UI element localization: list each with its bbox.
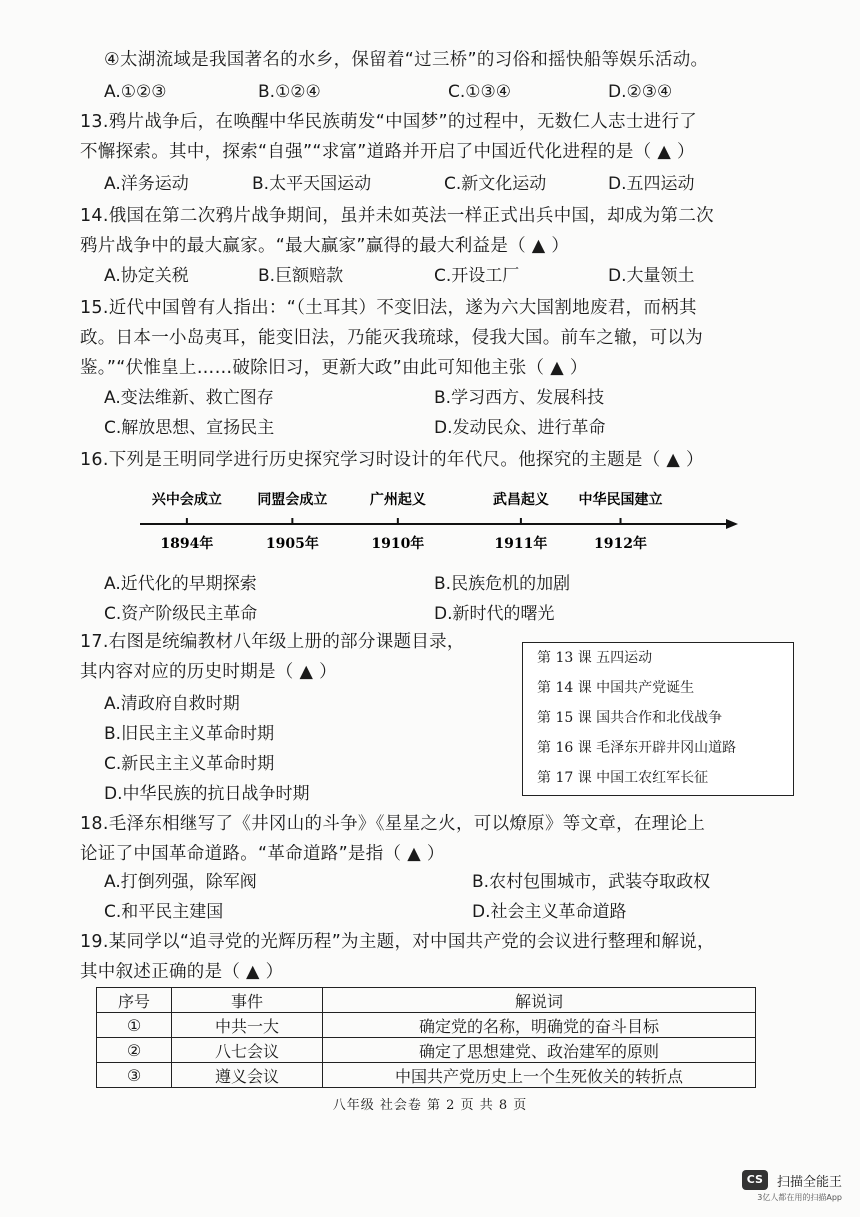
answer-option: B.民族危机的加剧 xyxy=(434,574,571,594)
table-header: 序号 xyxy=(97,988,172,1013)
table-cell: 确定了思想建党、政治建军的原则 xyxy=(323,1038,756,1063)
timeline-year-label: 1910年 xyxy=(371,536,425,552)
scanner-watermark xyxy=(742,1170,842,1204)
timeline-year-label: 1912年 xyxy=(594,536,648,552)
answer-option: A.①②③ xyxy=(104,82,167,102)
answer-option: A.打倒列强，除军阀 xyxy=(104,872,257,892)
answer-option: B.巨额赔款 xyxy=(258,266,344,286)
answer-option: C.开设工厂 xyxy=(434,266,520,286)
timeline-arrow-icon xyxy=(726,519,738,529)
timeline-event-label: 武昌起义 xyxy=(492,492,549,508)
table-cell: 中共一大 xyxy=(172,1013,323,1038)
page-footer: 八年级 社会卷 第 2 页 共 8 页 xyxy=(332,1098,528,1113)
question-line: 其中叙述正确的是（ ▲ ） xyxy=(80,962,284,982)
answer-option: A.清政府自救时期 xyxy=(104,694,240,714)
question-line: 13.鸦片战争后，在唤醒中华民族萌发“中国梦”的过程中，无数仁人志士进行了 xyxy=(80,112,698,132)
table-cell: 遵义会议 xyxy=(172,1063,323,1088)
table-header: 事件 xyxy=(172,988,323,1013)
answer-option: D.五四运动 xyxy=(608,174,695,194)
question-line: 论证了中国革命道路。“革命道路”是指（ ▲ ） xyxy=(80,844,445,864)
table-row xyxy=(97,1038,756,1063)
answer-option: D.社会主义革命道路 xyxy=(472,902,627,922)
question-line: 鸦片战争中的最大赢家。“最大赢家”赢得的最大利益是（ ▲ ） xyxy=(80,236,570,256)
question-line: 15.近代中国曾有人指出：“（土耳其）不变旧法，遂为六大国割地废君，而柄其 xyxy=(80,298,697,318)
table-cell: 确定党的名称，明确党的奋斗目标 xyxy=(323,1013,756,1038)
camscanner-logo-icon: CS xyxy=(742,1170,768,1190)
textbook-toc-box xyxy=(522,642,794,796)
table-header: 解说词 xyxy=(323,988,756,1013)
table-cell: 八七会议 xyxy=(172,1038,323,1063)
timeline-event-label: 中华民国建立 xyxy=(578,492,663,508)
question-line: 16.下列是王明同学进行历史探究学习时设计的年代尺。他探究的主题是（ ▲ ） xyxy=(80,450,704,470)
timeline-event-label: 兴中会成立 xyxy=(151,492,222,508)
question-line: 其内容对应的历史时期是（ ▲ ） xyxy=(80,662,337,682)
table-cell: ② xyxy=(97,1038,172,1063)
question-line: 不懈探索。其中，探索“自强”“求富”道路并开启了中国近代化进程的是（ ▲ ） xyxy=(80,142,695,162)
question-line: 19.某同学以“追寻党的光辉历程”为主题，对中国共产党的会议进行整理和解说， xyxy=(80,932,715,952)
table-cell: ③ xyxy=(97,1063,172,1088)
table-cell: ① xyxy=(97,1013,172,1038)
table-cell: 中国共产党历史上一个生死攸关的转折点 xyxy=(323,1063,756,1088)
watermark-name: 扫描全能王 xyxy=(776,1174,842,1190)
answer-option: C.新民主主义革命时期 xyxy=(104,754,275,774)
answer-option: A.协定关税 xyxy=(104,266,189,286)
timeline-year-label: 1894年 xyxy=(160,536,214,552)
toc-item: 第 14 课 中国共产党诞生 xyxy=(537,680,695,696)
watermark-tagline: 3亿人都在用的扫描App xyxy=(757,1193,842,1202)
answer-option: D.新时代的曙光 xyxy=(434,604,555,624)
answer-option: B.太平天国运动 xyxy=(252,174,372,194)
toc-item: 第 13 课 五四运动 xyxy=(537,650,653,666)
question-line: 14.俄国在第二次鸦片战争期间，虽并未如英法一样正式出兵中国，却成为第二次 xyxy=(80,206,714,226)
answer-option: A.洋务运动 xyxy=(104,174,189,194)
question-line: 18.毛泽东相继写了《井冈山的斗争》《星星之火，可以燎原》等文章，在理论上 xyxy=(80,814,706,834)
timeline-year-label: 1905年 xyxy=(265,536,319,552)
timeline-event-label: 同盟会成立 xyxy=(257,492,328,508)
answer-option: A.近代化的早期探索 xyxy=(104,574,257,594)
answer-option: C.解放思想、宣扬民主 xyxy=(104,418,275,438)
answer-option: D.②③④ xyxy=(608,82,673,102)
question-line: ④太湖流域是我国著名的水乡，保留着“过三桥”的习俗和摇快船等娱乐活动。 xyxy=(104,50,709,70)
question-line: 17.右图是统编教材八年级上册的部分课题目录， xyxy=(80,632,465,652)
answer-option: B.旧民主主义革命时期 xyxy=(104,724,275,744)
answer-option: C.和平民主建国 xyxy=(104,902,224,922)
answer-option: C.新文化运动 xyxy=(444,174,547,194)
toc-item: 第 15 课 国共合作和北伐战争 xyxy=(537,710,723,726)
table-header-row xyxy=(97,988,756,1013)
question-line: 鉴。”“伏惟皇上……破除旧习，更新大政”由此可知他主张（ ▲ ） xyxy=(80,358,588,378)
answer-option: D.发动民众、进行革命 xyxy=(434,418,606,438)
answer-option: B.农村包围城市，武装夺取政权 xyxy=(472,872,711,892)
answer-option: D.中华民族的抗日战争时期 xyxy=(104,784,310,804)
party-meetings-table xyxy=(96,987,756,1088)
answer-option: A.变法维新、救亡图存 xyxy=(104,388,274,408)
timeline-ruler xyxy=(130,488,740,558)
table-row xyxy=(97,1063,756,1088)
toc-item: 第 17 课 中国工农红军长征 xyxy=(537,770,709,786)
table-row xyxy=(97,1013,756,1038)
question-line: 政。日本一小岛夷耳，能变旧法，乃能灭我琉球，侵我大国。前车之辙，可以为 xyxy=(80,328,703,348)
answer-option: B.学习西方、发展科技 xyxy=(434,388,605,408)
answer-option: C.①③④ xyxy=(448,82,511,102)
timeline-year-label: 1911年 xyxy=(494,536,548,552)
timeline-event-label: 广州起义 xyxy=(369,492,426,508)
answer-option: B.①②④ xyxy=(258,82,321,102)
toc-item: 第 16 课 毛泽东开辟井冈山道路 xyxy=(537,740,737,756)
answer-option: D.大量领土 xyxy=(608,266,695,286)
answer-option: C.资产阶级民主革命 xyxy=(104,604,258,624)
